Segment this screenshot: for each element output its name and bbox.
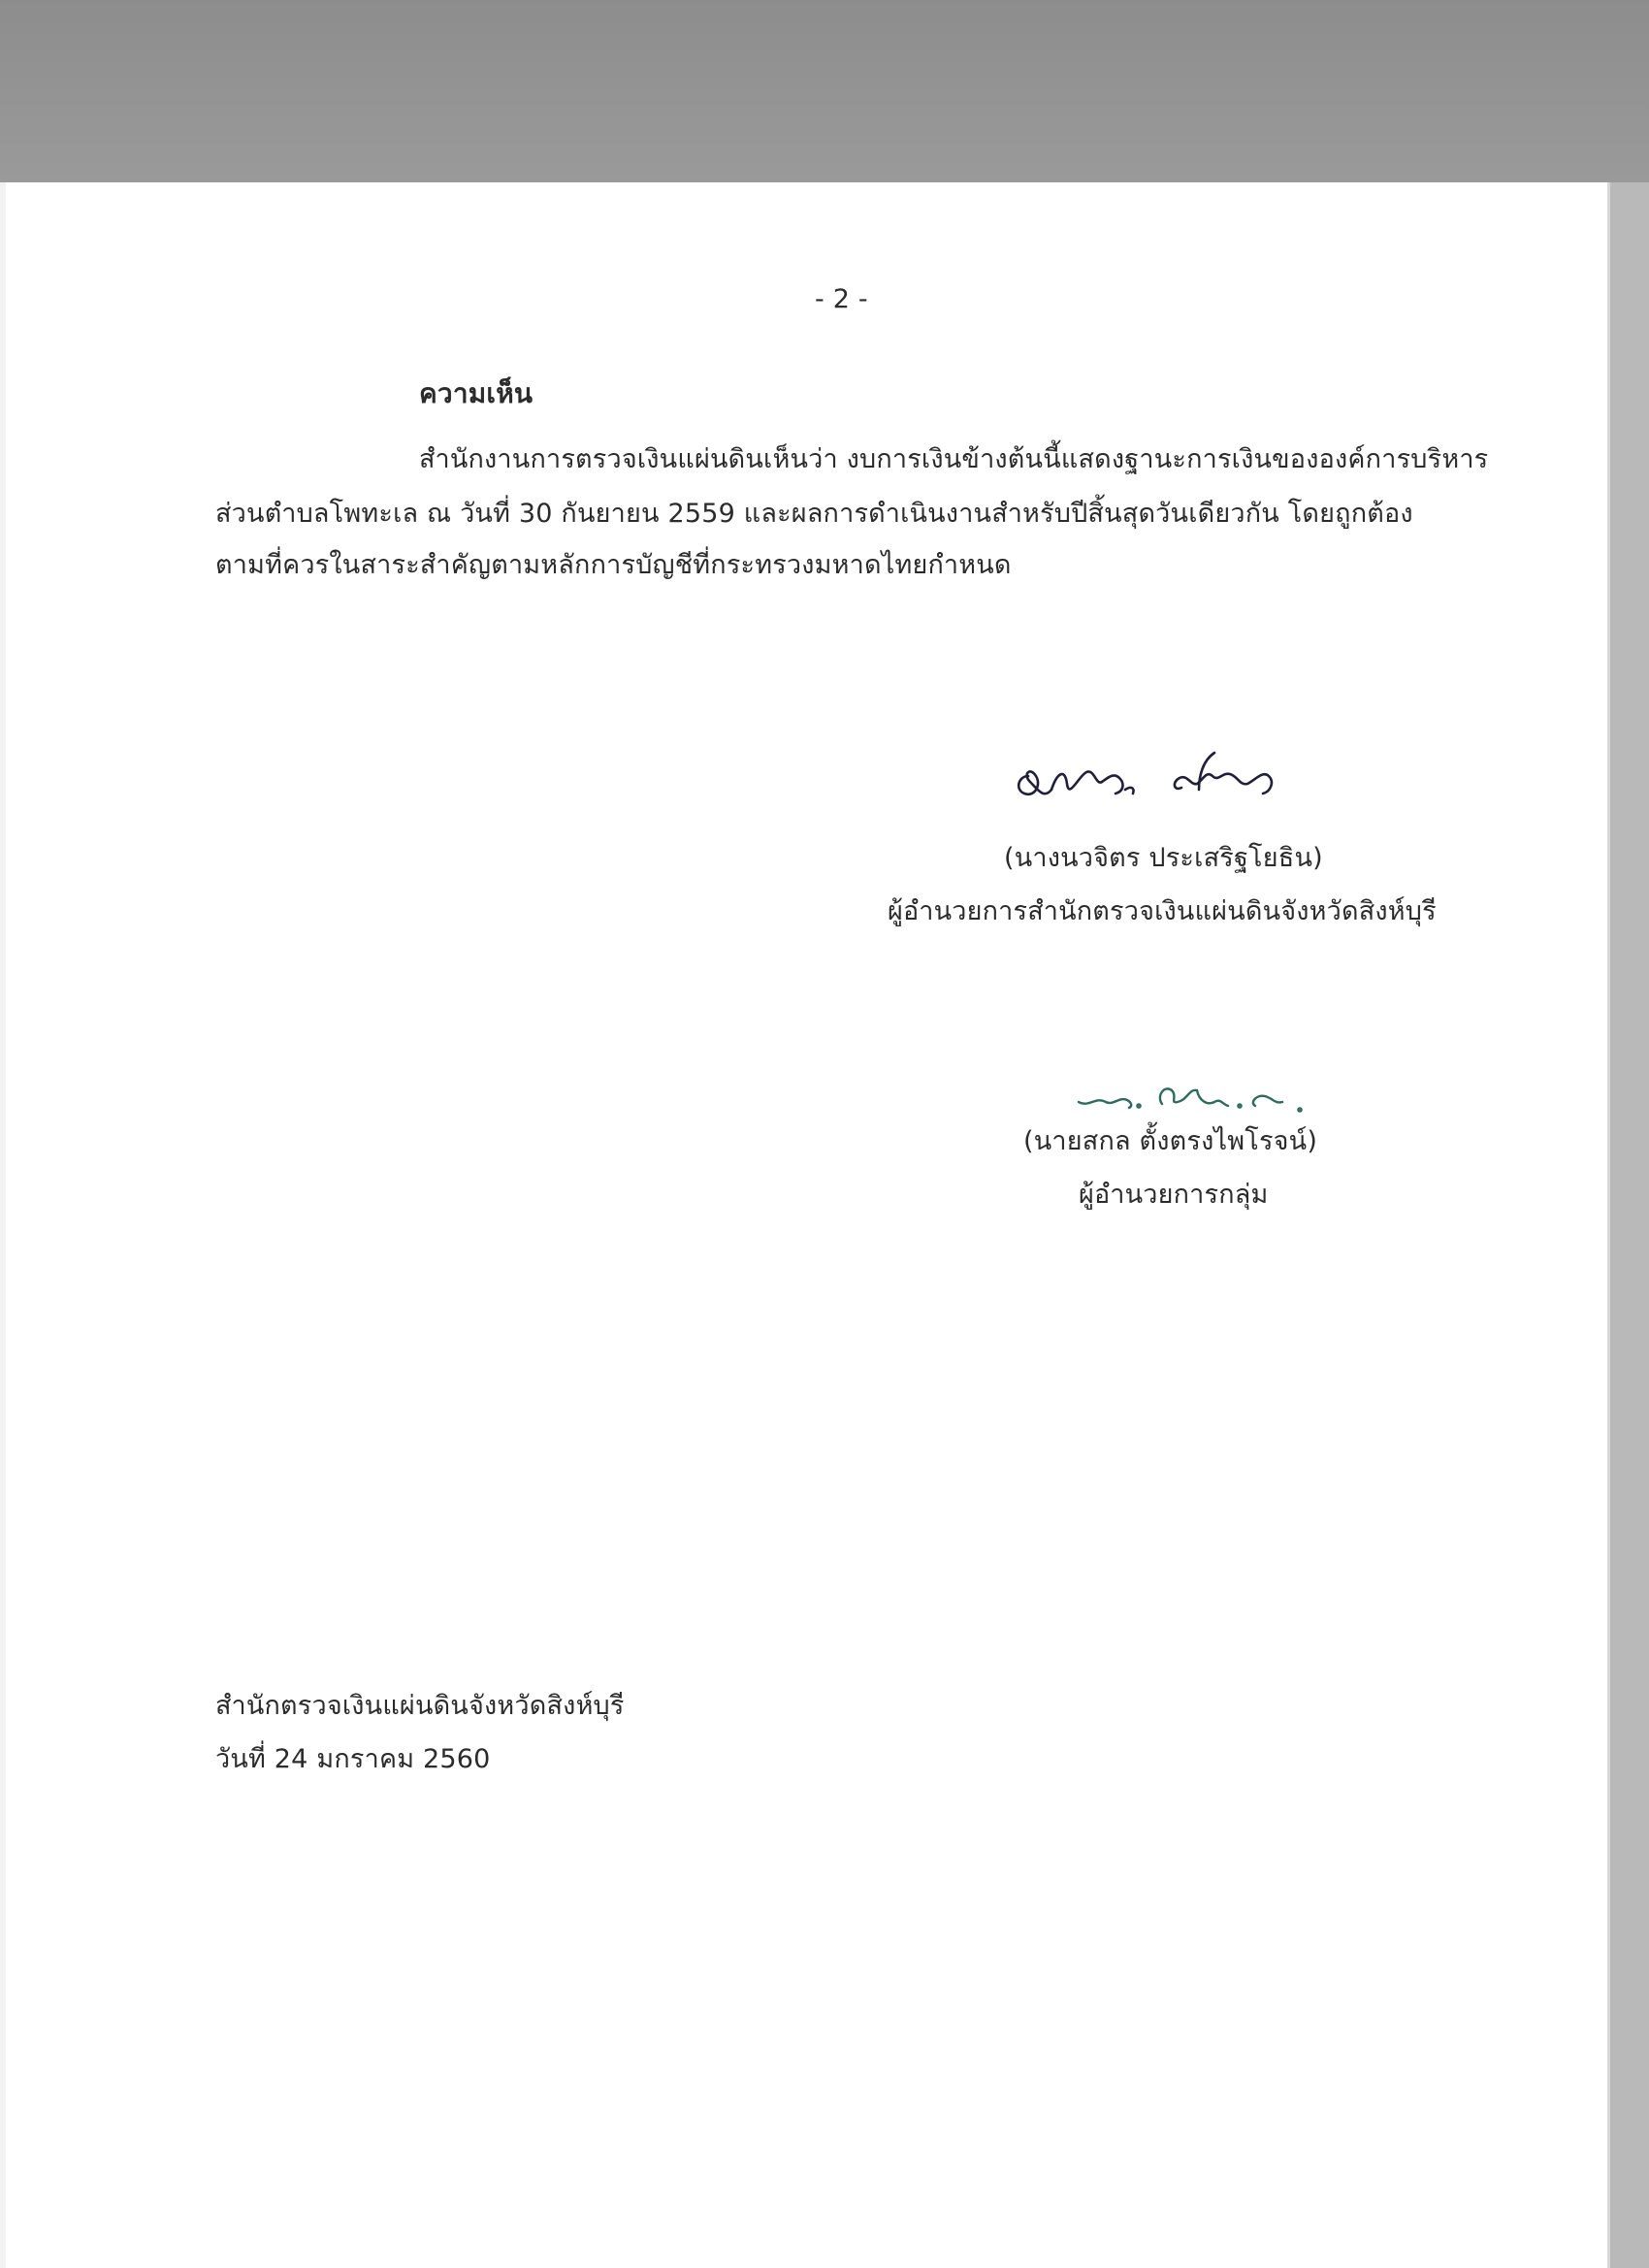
director-title: ผู้อำนวยการสำนักตรวจเงินแผ่นดินจังหวัดสิงห์บุรี [888,896,1437,926]
scan-background-top [0,0,1649,182]
opinion-heading: ความเห็น [419,377,534,409]
footer-date: วันที่ 24 มกราคม 2560 [215,1744,491,1774]
page-number: - 2 - [815,284,868,314]
group-director-title: ผู้อำนวยการกลุ่ม [1079,1180,1269,1210]
opinion-paragraph-line-2: ส่วนตำบลโพทะเล ณ วันที่ 30 กันยายน 2559 และผลการดำเนินงานสำหรับปีสิ้นสุดวันเดียวกัน โดยถูกต้อง [215,499,1413,529]
opinion-paragraph-line-1: สำนักงานการตรวจเงินแผ่นดินเห็นว่า งบการเงินข้างต้นนี้แสดงฐานะการเงินขององค์การบริหาร [419,444,1489,474]
footer-office-name: สำนักตรวจเงินแผ่นดินจังหวัดสิงห์บุรี [215,1691,625,1721]
opinion-paragraph-line-3: ตามที่ควรในสาระสำคัญตามหลักการบัญชีที่กระทรวงมหาดไทยกำหนด [215,550,1012,580]
director-handwritten-signature [1009,747,1290,815]
director-name: (นางนวจิตร ประเสริฐโยธิน) [1004,843,1323,873]
scan-background-right [1610,182,1649,2268]
group-director-name: (นายสกล ตั้งตรงไพโรจน์) [1023,1126,1318,1156]
group-director-handwritten-signature [1075,1067,1337,1125]
